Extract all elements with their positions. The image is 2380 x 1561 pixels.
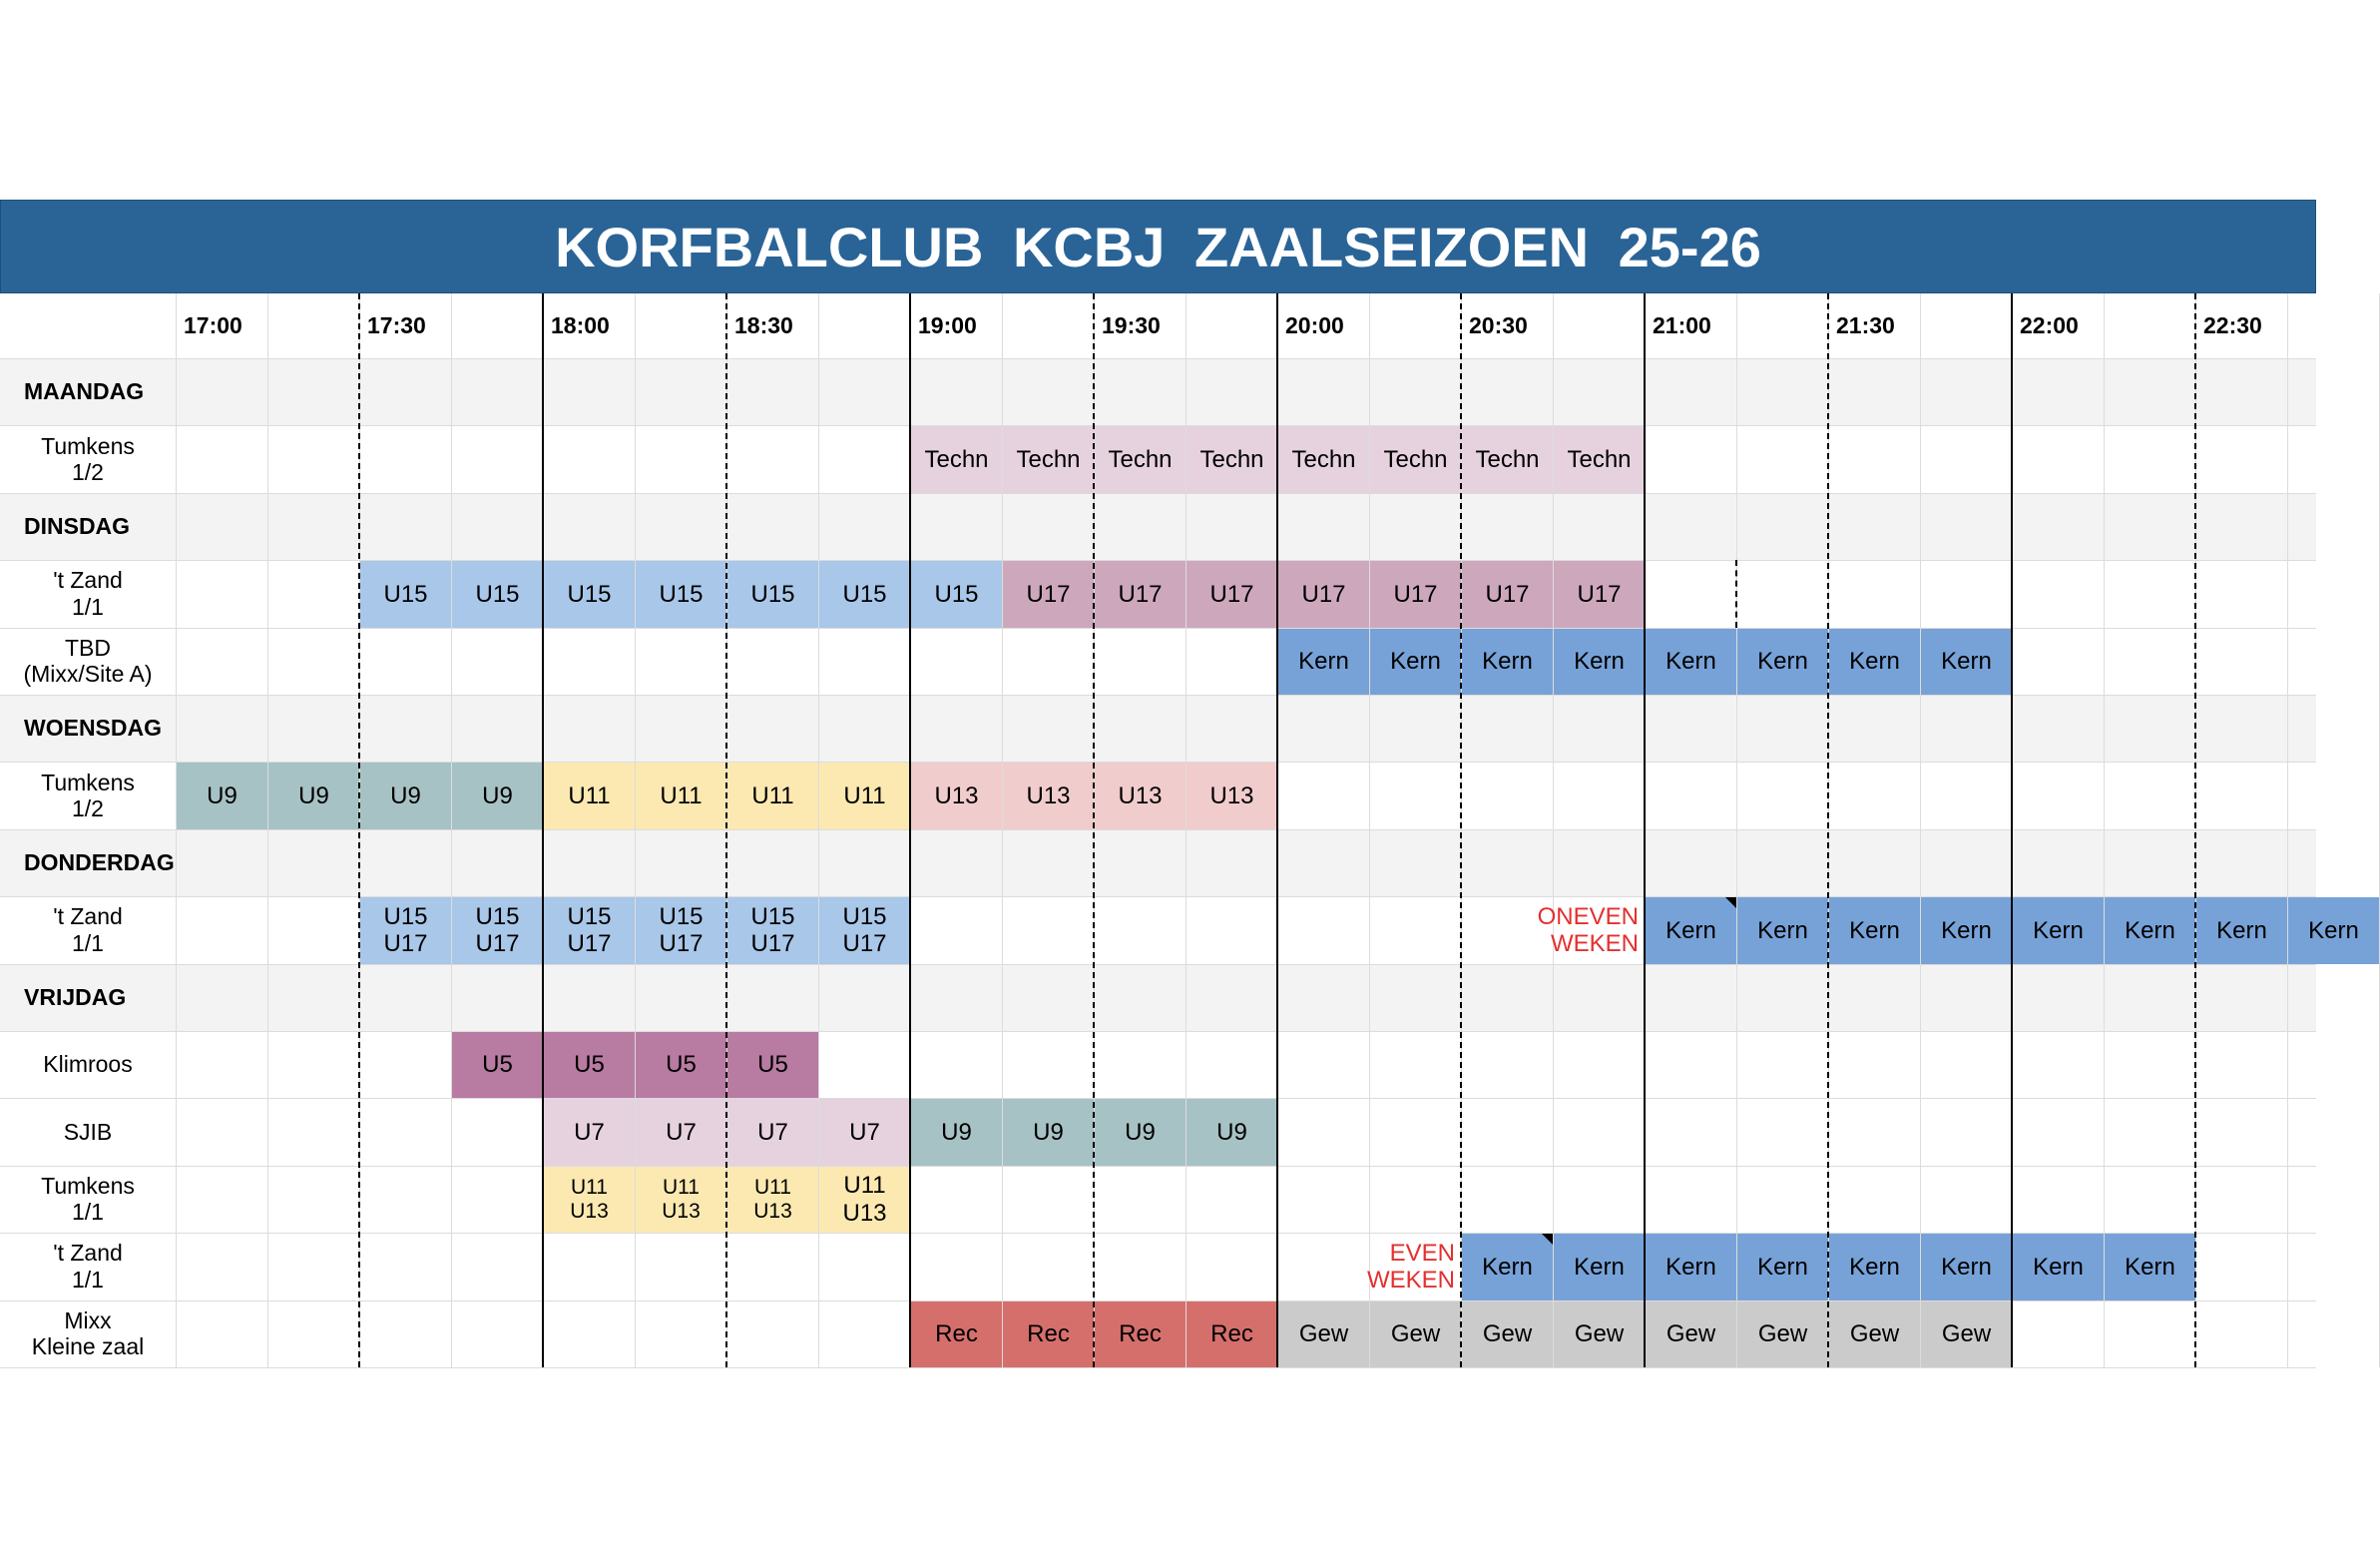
schedule-slot[interactable]: Techn xyxy=(1095,426,1186,492)
location-label: 't Zand 1/1 xyxy=(53,903,123,956)
schedule-slot[interactable]: U17 xyxy=(1462,561,1553,627)
time-header xyxy=(818,293,910,358)
time-header: 21:30 xyxy=(1836,312,1895,339)
location-label: 't Zand 1/1 xyxy=(53,567,123,620)
schedule-slot[interactable]: Kern xyxy=(1921,1234,2012,1300)
day-band xyxy=(0,493,2316,560)
schedule-slot[interactable]: U15 xyxy=(636,561,726,627)
time-header: 18:30 xyxy=(734,312,793,339)
schedule-slot[interactable]: U9 xyxy=(360,763,451,828)
schedule-slot[interactable]: Kern xyxy=(1829,897,1920,963)
schedule-slot[interactable]: Rec xyxy=(911,1301,1002,1367)
schedule-slot[interactable]: U11 xyxy=(727,763,818,828)
half-hour-divider xyxy=(2194,293,2196,1367)
schedule-slot[interactable]: Techn xyxy=(1187,426,1277,492)
time-header xyxy=(2287,293,2379,358)
schedule-slot[interactable]: Gew xyxy=(1278,1301,1369,1367)
schedule-slot[interactable]: Techn xyxy=(1554,426,1645,492)
row-gridline xyxy=(0,695,2316,696)
schedule-slot[interactable]: Gew xyxy=(1554,1301,1645,1367)
schedule-slot[interactable]: Kern xyxy=(1737,897,1828,963)
schedule-slot[interactable]: U11 U13 xyxy=(819,1167,910,1233)
schedule-slot[interactable]: U11 U13 xyxy=(544,1167,635,1233)
location-label: Tumkens 1/2 xyxy=(41,769,135,822)
schedule-slot[interactable]: U15 U17 xyxy=(452,897,543,963)
schedule-slot[interactable]: Rec xyxy=(1095,1301,1186,1367)
schedule-slot[interactable]: Kern xyxy=(2288,897,2379,963)
col-gridline xyxy=(451,293,452,1367)
time-header xyxy=(451,293,543,358)
day-label: WOENSDAG xyxy=(24,715,162,742)
schedule-slot[interactable]: U11 U13 xyxy=(636,1167,726,1233)
schedule-slot[interactable]: Kern xyxy=(1646,1234,1736,1300)
location-label: Tumkens 1/2 xyxy=(41,432,135,486)
time-header: 22:30 xyxy=(2203,312,2262,339)
day-band xyxy=(0,829,2316,896)
col-gridline xyxy=(267,293,268,1367)
schedule-slot[interactable]: U17 xyxy=(1370,561,1461,627)
time-header: 17:00 xyxy=(184,312,242,339)
day-label: DONDERDAG xyxy=(24,849,175,876)
schedule-slot[interactable]: U15 U17 xyxy=(360,897,451,963)
schedule-slot[interactable]: U13 xyxy=(1095,763,1186,828)
schedule-slot[interactable]: Kern xyxy=(1462,629,1553,695)
half-hour-divider xyxy=(725,293,727,1367)
schedule-slot[interactable]: U15 xyxy=(452,561,543,627)
schedule-slot[interactable]: Kern xyxy=(1737,1234,1828,1300)
schedule-slot[interactable]: Kern xyxy=(2013,897,2104,963)
schedule-slot[interactable]: Gew xyxy=(1370,1301,1461,1367)
time-header: 17:30 xyxy=(367,312,426,339)
time-header xyxy=(1186,293,1277,358)
schedule-slot[interactable]: U15 xyxy=(727,561,818,627)
schedule-slot[interactable]: U13 xyxy=(911,763,1002,828)
day-band xyxy=(0,964,2316,1031)
schedule-slot[interactable]: U9 xyxy=(268,763,359,828)
schedule-slot[interactable]: U15 U17 xyxy=(544,897,635,963)
schedule-slot[interactable]: U15 xyxy=(819,561,910,627)
hour-divider xyxy=(2011,293,2013,1367)
schedule-slot[interactable]: U17 xyxy=(1187,561,1277,627)
sheet-title: KORFBALCLUB KCBJ ZAALSEIZOEN 25-26 xyxy=(0,200,2316,293)
schedule-slot[interactable]: U17 xyxy=(1003,561,1094,627)
half-hour-divider xyxy=(1093,293,1095,1367)
day-band xyxy=(0,695,2316,762)
row-gridline xyxy=(0,964,2316,965)
week-note: ONEVEN WEKEN xyxy=(1537,902,1639,958)
schedule-slot[interactable]: U9 xyxy=(1095,1099,1186,1165)
schedule-slot[interactable]: Kern xyxy=(1278,629,1369,695)
schedule-slot[interactable]: Techn xyxy=(1370,426,1461,492)
schedule-slot[interactable]: U15 xyxy=(360,561,451,627)
day-band xyxy=(0,358,2316,425)
schedule-slot[interactable]: U7 xyxy=(544,1099,635,1165)
schedule-slot[interactable]: U5 xyxy=(636,1032,726,1098)
schedule-slot[interactable]: Techn xyxy=(911,426,1002,492)
time-header xyxy=(267,293,359,358)
schedule-slot[interactable]: Rec xyxy=(1003,1301,1094,1367)
schedule-slot[interactable]: Gew xyxy=(1737,1301,1828,1367)
schedule-slot[interactable]: U11 xyxy=(819,763,910,828)
schedule-slot[interactable]: Kern xyxy=(2196,897,2287,963)
time-header: 19:00 xyxy=(918,312,977,339)
schedule-slot[interactable]: Kern xyxy=(1646,897,1736,963)
hour-divider xyxy=(1644,293,1646,1367)
schedule-slot[interactable]: U5 xyxy=(452,1032,543,1098)
schedule-slot[interactable]: U17 xyxy=(1095,561,1186,627)
location-label: 't Zand 1/1 xyxy=(53,1240,123,1293)
schedule-slot[interactable]: U7 xyxy=(636,1099,726,1165)
day-label: DINSDAG xyxy=(24,513,131,540)
time-header: 20:30 xyxy=(1469,312,1528,339)
time-header: 20:00 xyxy=(1285,312,1344,339)
row-gridline xyxy=(0,829,2316,830)
schedule-slot[interactable]: Gew xyxy=(1646,1301,1736,1367)
comment-marker-icon xyxy=(1542,1234,1553,1245)
schedule-slot[interactable]: Kern xyxy=(1921,897,2012,963)
schedule-slot[interactable]: Gew xyxy=(1829,1301,1920,1367)
row-gridline xyxy=(0,1166,2316,1167)
row-gridline xyxy=(0,493,2316,494)
schedule-slot[interactable]: U5 xyxy=(727,1032,818,1098)
time-header xyxy=(1369,293,1461,358)
time-header xyxy=(1736,293,1828,358)
schedule-slot[interactable]: U17 xyxy=(1554,561,1645,627)
time-header: 22:00 xyxy=(2020,312,2079,339)
schedule-slot[interactable]: U15 xyxy=(911,561,1002,627)
time-header xyxy=(635,293,726,358)
week-note: EVEN WEKEN xyxy=(1366,1239,1455,1295)
location-label: Mixx Kleine zaal xyxy=(31,1306,145,1360)
row-gridline xyxy=(0,1367,2316,1368)
schedule-slot[interactable]: U11 U13 xyxy=(727,1167,818,1233)
schedule-slot[interactable]: Techn xyxy=(1462,426,1553,492)
schedule-slot[interactable]: Kern xyxy=(2013,1234,2104,1300)
day-label: MAANDAG xyxy=(24,378,145,405)
comment-marker-icon xyxy=(1725,897,1736,908)
schedule-slot[interactable]: U7 xyxy=(727,1099,818,1165)
time-header xyxy=(2104,293,2195,358)
col-gridline xyxy=(1920,293,1921,1367)
schedule-slot[interactable]: U9 xyxy=(911,1099,1002,1165)
schedule-slot[interactable]: Rec xyxy=(1187,1301,1277,1367)
row-gridline xyxy=(0,1031,2316,1032)
schedule-slot[interactable]: Kern xyxy=(1370,629,1461,695)
schedule-slot[interactable]: U11 xyxy=(544,763,635,828)
schedule-slot[interactable]: U11 xyxy=(636,763,726,828)
schedule-slot[interactable]: U9 xyxy=(452,763,543,828)
schedule-sheet xyxy=(0,200,2359,1362)
schedule-slot[interactable]: Kern xyxy=(1829,629,1920,695)
schedule-slot[interactable]: U9 xyxy=(1187,1099,1277,1165)
schedule-slot[interactable]: U15 xyxy=(544,561,635,627)
time-header: 18:00 xyxy=(551,312,610,339)
schedule-slot[interactable]: Kern xyxy=(1737,629,1828,695)
hour-divider xyxy=(542,293,544,1367)
hour-divider xyxy=(909,293,911,1367)
half-hour-divider xyxy=(358,293,360,1367)
location-label: Tumkens 1/1 xyxy=(41,1173,135,1226)
schedule-slot[interactable]: Techn xyxy=(1278,426,1369,492)
time-header: 19:30 xyxy=(1102,312,1161,339)
schedule-slot[interactable]: U13 xyxy=(1187,763,1277,828)
schedule-slot[interactable]: Gew xyxy=(1462,1301,1553,1367)
hour-divider xyxy=(1276,293,1278,1367)
schedule-slot[interactable]: U17 xyxy=(1278,561,1369,627)
row-gridline xyxy=(0,358,2316,359)
schedule-slot[interactable]: U13 xyxy=(1003,763,1094,828)
day-label: VRIJDAG xyxy=(24,984,127,1011)
schedule-slot[interactable]: Techn xyxy=(1003,426,1094,492)
location-label: SJIB xyxy=(63,1118,113,1145)
time-header xyxy=(1002,293,1094,358)
schedule-slot[interactable]: U15 U17 xyxy=(727,897,818,963)
location-label: TBD (Mixx/Site A) xyxy=(23,634,153,688)
schedule-slot[interactable]: Kern xyxy=(1829,1234,1920,1300)
location-label: Klimroos xyxy=(43,1051,133,1078)
time-header xyxy=(1920,293,2012,358)
schedule-slot[interactable]: U15 U17 xyxy=(819,897,910,963)
schedule-slot[interactable]: Kern xyxy=(1462,1234,1553,1300)
col-gridline xyxy=(1736,293,1737,1367)
col-gridline xyxy=(2287,293,2288,1367)
time-header: 21:00 xyxy=(1653,312,1711,339)
half-hour-divider xyxy=(1827,293,1829,1367)
label-col-gridline xyxy=(176,293,177,1367)
half-hour-divider xyxy=(1735,560,1737,627)
schedule-slot[interactable]: Kern xyxy=(2105,1234,2195,1300)
schedule-slot[interactable]: U5 xyxy=(544,1032,635,1098)
schedule-slot[interactable]: U7 xyxy=(819,1099,910,1165)
time-header xyxy=(1553,293,1645,358)
schedule-slot[interactable]: Kern xyxy=(1554,1234,1645,1300)
schedule-slot[interactable]: U9 xyxy=(1003,1099,1094,1165)
half-hour-divider xyxy=(1460,293,1462,1367)
schedule-slot[interactable]: Gew xyxy=(1921,1301,2012,1367)
col-gridline xyxy=(2104,293,2105,1367)
schedule-slot[interactable]: U9 xyxy=(177,763,267,828)
schedule-slot[interactable]: Kern xyxy=(1646,629,1736,695)
schedule-slot[interactable]: Kern xyxy=(1554,629,1645,695)
schedule-slot[interactable]: Kern xyxy=(2105,897,2195,963)
schedule-slot[interactable]: Kern xyxy=(1921,629,2012,695)
schedule-slot[interactable]: U15 U17 xyxy=(636,897,726,963)
